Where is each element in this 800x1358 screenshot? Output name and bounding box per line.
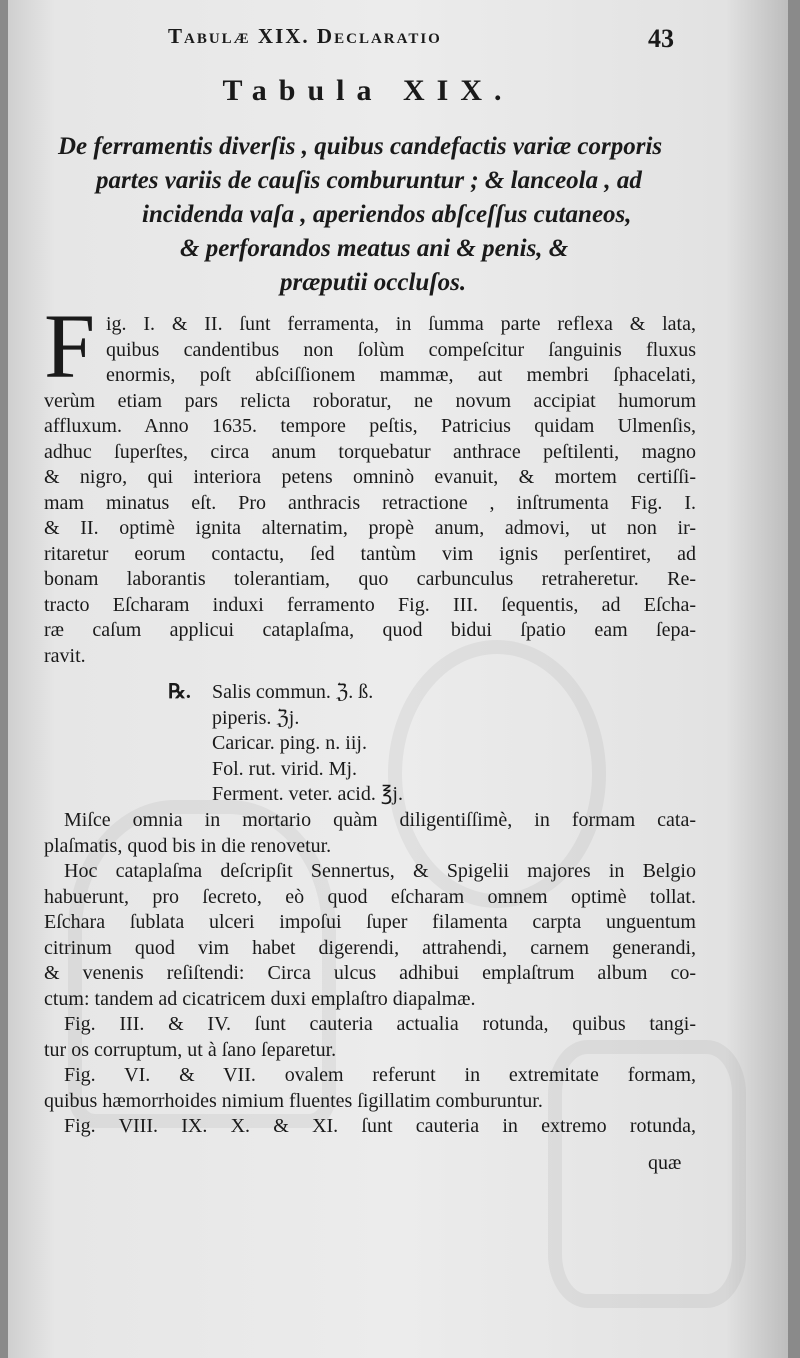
paragraph-1	[44, 295, 696, 669]
text-line: Miſce omnia in mortario quàm diligentiſſimè, in formam cata-	[64, 809, 696, 831]
tabula-title: Tabula XIX.	[222, 74, 514, 107]
text-line: affluxum. Anno 1635. tempore peſtis, Patricius quidam Ulmenſis,	[44, 415, 696, 437]
text-line: & venenis reſiſtendi: Circa ulcus adhibui emplaſtrum album co-	[44, 962, 696, 984]
text-line: bonam laborantis tolerantiam, quo carbunculus retraheretur. Re-	[44, 568, 696, 590]
body-continued	[44, 808, 696, 1140]
text-line: ritaretur eorum contactu, ſed tantùm vim ignis perſentiret, ad	[44, 542, 696, 565]
text-line: adhuc ſuperſtes, circa anum torquebatur anthrace peſtilenti, magno	[44, 440, 696, 463]
heading-line: & perforandos meatus ani & penis, &	[180, 235, 569, 262]
recipe-block	[168, 680, 403, 808]
recipe-item: Fol. rut. virid. Mj.	[212, 757, 358, 780]
text-line: Hoc cataplaſma deſcripſit Sennertus, & Spigelii majores in Belgio	[64, 860, 696, 882]
text-line: quibus candentibus non ſolùm compeſcitur ſanguinis fluxus	[106, 338, 696, 361]
recipe-item: Ferment. veter. acid. ℥j.	[212, 783, 403, 805]
heading-line: præputii occluſos.	[280, 269, 467, 296]
recipe-item: Salis commun. ℨ. ß.	[212, 681, 374, 703]
text-line: citrinum quod vim habet digerendi, attrahendi, carnem generandi,	[44, 936, 696, 959]
heading-line: incidenda vaſa , aperiendos abſceſſus cutaneos,	[142, 201, 632, 228]
text-line: Fig. VIII. IX. X. & XI. ſunt cauteria in extremo rotunda,	[64, 1115, 696, 1137]
text-line: ravit.	[44, 644, 86, 667]
heading-line: De ferramentis diverſis , quibus candefactis variæ corporis	[58, 133, 663, 160]
text-line: quibus hæmorrhoides nimium fluentes ſigillatim comburuntur.	[44, 1089, 543, 1112]
text-line: & nigro, qui interiora petens omninò evanuit, & mortem certiſſi-	[44, 466, 696, 488]
running-title: Tabulæ XIX. Declaratio	[168, 24, 442, 48]
text-line: verùm etiam pars relicta roboratur, ne novum accipiat humorum	[44, 389, 696, 412]
text-line: tracto Eſcharam induxi ferramento Fig. III. ſequentis, ad Eſcha-	[44, 593, 696, 616]
book-page	[8, 0, 788, 1358]
text-line: habuerunt, pro ſecreto, eò quod eſcharam omnem optimè tollat.	[44, 885, 696, 908]
recipe-item: piperis. ℨj.	[212, 706, 300, 729]
recipe-item: Caricar. ping. n. iij.	[212, 732, 367, 754]
text-line: enormis, poſt abſciſſionem mammæ, aut membri ſphacelati,	[106, 364, 696, 386]
text-line: ræ caſum applicui cataplaſma, quod bidui ſpatio eam ſepa-	[44, 619, 696, 641]
drop-cap: F	[44, 295, 96, 397]
text-line: ig. I. & II. ſunt ferramenta, in ſumma parte reflexa & lata,	[106, 313, 696, 335]
text-line: Eſchara ſublata ulceri impoſui ſuper filamenta carpta unguentum	[44, 911, 696, 933]
catchword: quæ	[648, 1152, 682, 1174]
text-line: & II. optimè ignita alternatim, propè anum, admovi, ut non ir-	[44, 517, 696, 539]
section-heading	[58, 130, 698, 300]
recipe-symbol: ℞.	[168, 681, 191, 703]
text-line: mam minatus eſt. Pro anthracis retractione , inſtrumenta Fig. I.	[44, 491, 696, 514]
heading-line: partes variis de cauſis comburuntur ; & lanceola , ad	[96, 167, 642, 194]
text-line: tur os corruptum, ut à ſano ſeparetur.	[44, 1038, 337, 1061]
text-line: Fig. III. & IV. ſunt cauteria actualia rotunda, quibus tangi-	[64, 1013, 696, 1035]
text-line: ctum: tandem ad cicatricem duxi emplaſtro diapalmæ.	[44, 987, 476, 1010]
page-number: 43	[648, 24, 674, 53]
text-line: plaſmatis, quod bis in die renovetur.	[44, 834, 332, 857]
text-line: Fig. VI. & VII. ovalem referunt in extremitate formam,	[64, 1064, 696, 1086]
